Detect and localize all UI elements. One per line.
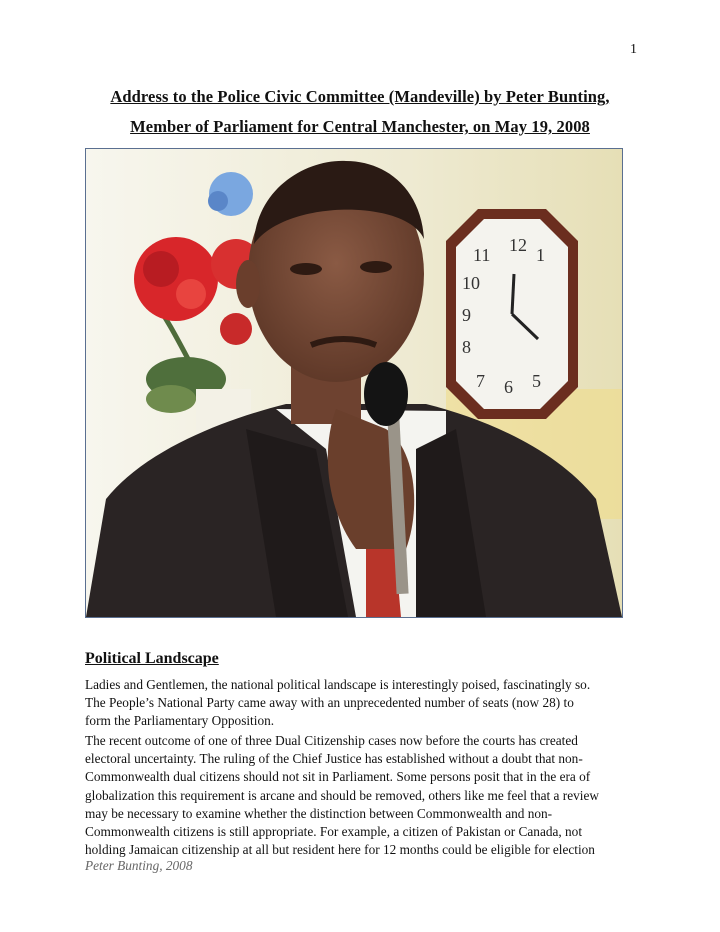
clock-numeral: 1 bbox=[536, 245, 545, 265]
clock-numeral: 12 bbox=[509, 235, 527, 255]
paragraph-1 bbox=[85, 676, 645, 731]
paragraph-line: holding Jamaican citizenship at all but resident here for 12 months could be eligible for election bbox=[85, 842, 595, 858]
paragraph-line: form the Parliamentary Opposition. bbox=[85, 713, 275, 729]
clock-numeral: 7 bbox=[476, 371, 485, 391]
paragraph-line: Commonwealth citizens is still appropriate. For example, a citizen of Pakistan or Canada, not bbox=[85, 824, 583, 840]
paragraph-line: Ladies and Gentlemen, the national political landscape is interestingly poised, fascinatingly so. bbox=[85, 677, 591, 692]
title-line-1: Address to the Police Civic Committee (Mandeville) by Peter Bunting, bbox=[110, 87, 610, 106]
clock-numeral: 11 bbox=[473, 245, 491, 265]
paragraph-line: Commonwealth dual citizens should not sit in Parliament. Some persons posit that in the era of bbox=[85, 769, 591, 785]
paragraph-line: The recent outcome of one of three Dual Citizenship cases now before the courts has created bbox=[85, 733, 578, 748]
speaker-photo bbox=[85, 148, 623, 618]
paragraph-line: The People’s National Party came away with an unprecedented number of seats (now 28) to bbox=[85, 695, 574, 711]
footer-author: Peter Bunting, 2008 bbox=[85, 858, 193, 873]
clock-numeral: 10 bbox=[462, 273, 480, 293]
clock-numeral: 9 bbox=[462, 305, 471, 325]
clock-numeral: 5 bbox=[532, 371, 541, 391]
clock-numeral: 8 bbox=[462, 337, 471, 357]
paragraph-2 bbox=[85, 732, 645, 859]
paragraph-line: may be necessary to examine whether the distinction between Commonwealth and non- bbox=[85, 805, 553, 821]
paragraph-line: globalization this requirement is arcane and should be removed, others like me feel that a review bbox=[85, 787, 599, 803]
title-line-2: Member of Parliament for Central Manchester, on May 19, 2008 bbox=[130, 117, 590, 136]
page-number: 1 bbox=[630, 42, 637, 57]
portrait-photo-illustration bbox=[86, 149, 622, 617]
clock-numeral: 6 bbox=[504, 377, 513, 397]
section-heading: Political Landscape bbox=[85, 650, 219, 667]
paragraph-line: electoral uncertainty. The ruling of the Chief Justice has established without a doubt that non- bbox=[85, 751, 583, 767]
wall-clock bbox=[446, 209, 578, 419]
